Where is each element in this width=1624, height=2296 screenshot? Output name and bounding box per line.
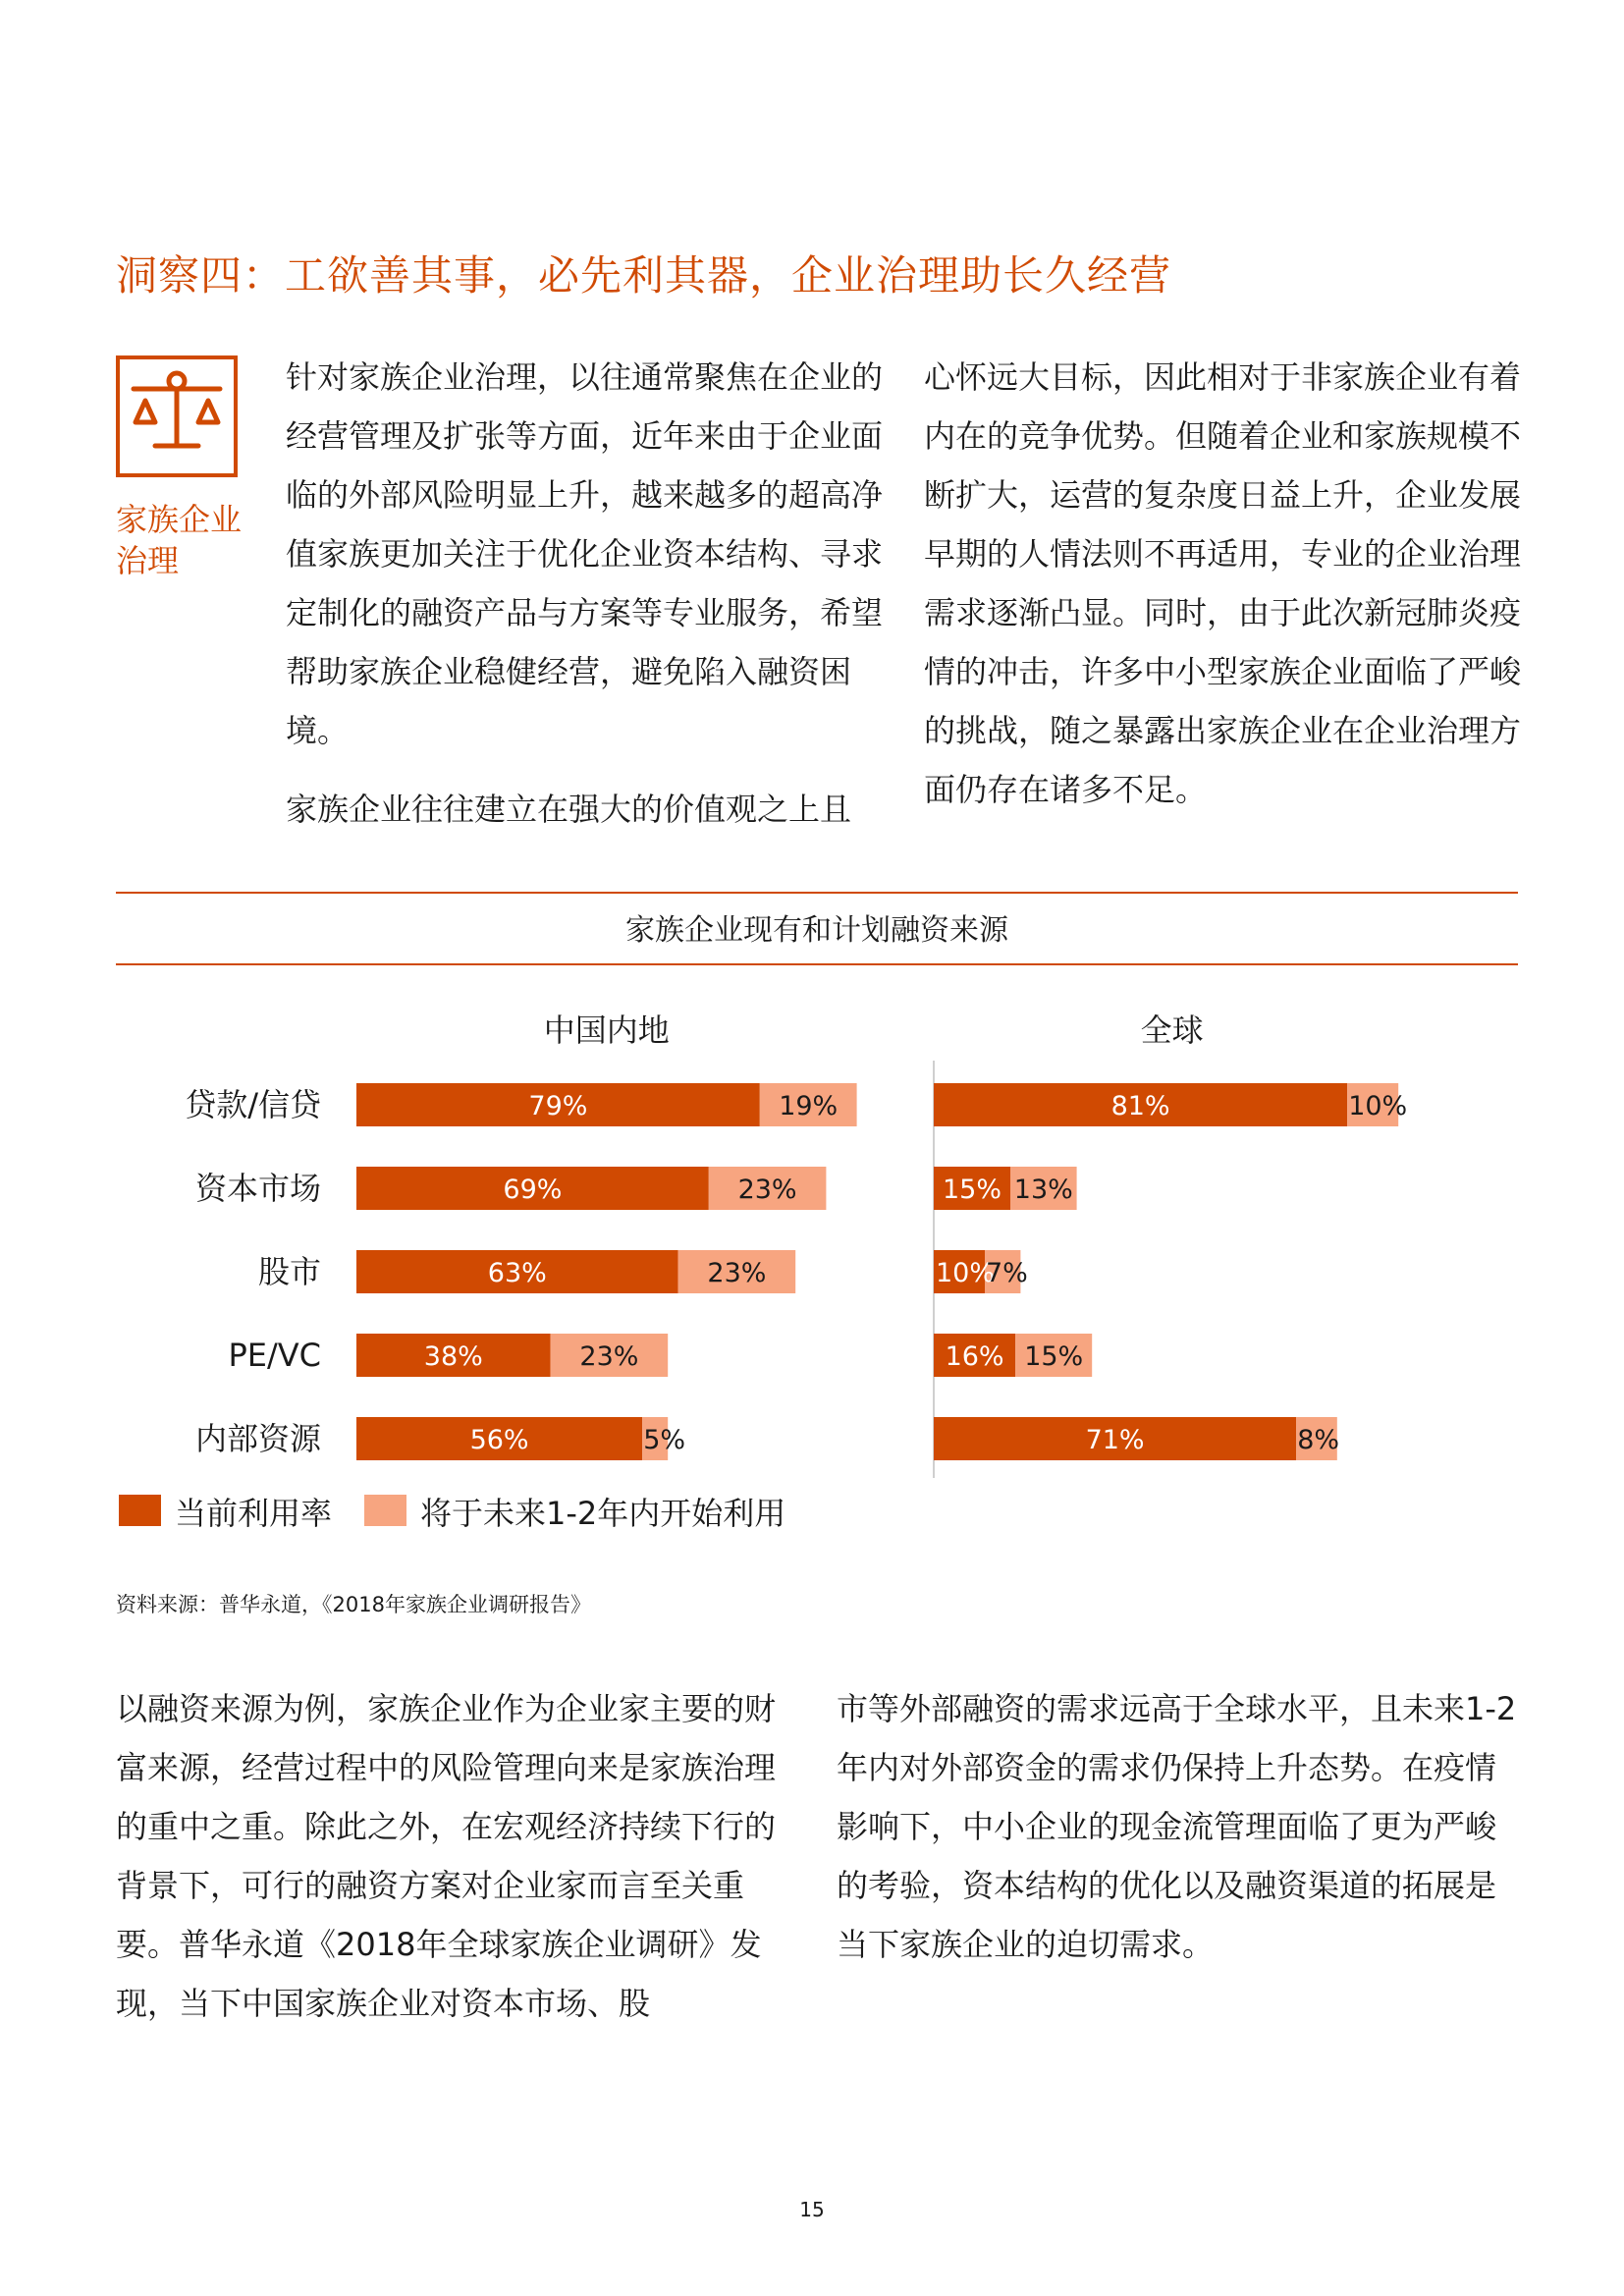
body-column-2: 市等外部融资的需求远高于全球水平，且未来1-2年内对外部资金的需求仍保持上升态势。在疫情影响下，中小企业的现金流管理面临了更为严峻的考验，资本结构的优化以及融资渠道的拓展是当下家族企业的迫切需求。 bbox=[837, 1690, 1517, 1963]
legend-label-planned: 将于未来1-2年内开始利用 bbox=[420, 1495, 786, 1532]
data-label-planned: 23% bbox=[707, 1258, 767, 1288]
chart-title: 家族企业现有和计划融资来源 bbox=[625, 913, 1008, 948]
data-label-planned: 23% bbox=[737, 1175, 797, 1205]
scale-icon bbox=[116, 355, 238, 477]
data-label-current: 63% bbox=[487, 1258, 547, 1288]
intro-column-2 bbox=[924, 348, 1525, 819]
data-label-planned: 7% bbox=[986, 1258, 1028, 1288]
data-label-current: 16% bbox=[945, 1341, 1004, 1372]
panel-title: 中国内地 bbox=[543, 1011, 670, 1049]
scale-icon-graphic bbox=[120, 359, 234, 473]
page-number: 15 bbox=[799, 2198, 825, 2221]
data-label-planned: 15% bbox=[1024, 1341, 1084, 1372]
data-label-current: 56% bbox=[469, 1425, 529, 1455]
data-label-planned: 8% bbox=[1297, 1425, 1340, 1455]
legend-swatch-current bbox=[119, 1495, 161, 1526]
legend-swatch-planned bbox=[364, 1495, 406, 1526]
data-label-current: 81% bbox=[1110, 1091, 1170, 1121]
data-label-planned: 19% bbox=[779, 1091, 839, 1121]
source-note: 资料来源：普华永道，《2018年家族企业调研报告》 bbox=[116, 1593, 591, 1616]
data-label-current: 38% bbox=[423, 1341, 483, 1372]
intro-paragraph: 心怀远大目标，因此相对于非家族企业有着内在的竞争优势。但随着企业和家族规模不断扩大，运营的复杂度日益上升，企业发展早期的人情法则不再适用，专业的企业治理需求逐渐凸显。同时，由于此次新冠肺炎疫情的冲击，许多中小型家族企业面临了严峻的挑战，随之暴露出家族企业在企业治理方面仍存在诸多不足。 bbox=[924, 358, 1522, 808]
data-label-current: 10% bbox=[936, 1258, 996, 1288]
category-label: 内部资源 bbox=[194, 1420, 321, 1457]
data-label-current: 71% bbox=[1085, 1425, 1145, 1455]
data-label-planned: 5% bbox=[643, 1425, 686, 1455]
data-label-current: 69% bbox=[503, 1175, 563, 1205]
data-label-current: 79% bbox=[528, 1091, 588, 1121]
category-label: 股市 bbox=[257, 1253, 321, 1290]
chart-title-rule bbox=[116, 963, 1518, 965]
legend-label-current: 当前利用率 bbox=[175, 1495, 333, 1532]
chart-top-rule bbox=[116, 892, 1518, 894]
category-label: PE/VC bbox=[228, 1337, 321, 1374]
body-column-1: 以融资来源为例，家族企业作为企业家主要的财富来源，经营过程中的风险管理向来是家族治理的重中之重。除此之外，在宏观经济持续下行的背景下，可行的融资方案对企业家而言至关重要。普华永道《2018年全球家族企业调研》发现，当下中国家族企业对资本市场、股 bbox=[116, 1690, 777, 2022]
intro-paragraph: 家族企业往往建立在强大的价值观之上且 bbox=[286, 791, 852, 828]
data-label-planned: 13% bbox=[1013, 1175, 1073, 1205]
intro-column-1 bbox=[286, 348, 887, 839]
financing-sources-chart bbox=[0, 992, 1624, 1561]
panel-title: 全球 bbox=[1140, 1011, 1204, 1049]
data-label-planned: 10% bbox=[1348, 1091, 1408, 1121]
icon-label: 家族企业治理 bbox=[116, 501, 243, 579]
intro-paragraph: 针对家族企业治理，以往通常聚焦在企业的经营管理及扩张等方面，近年来由于企业面临的外部风险明显上升，越来越多的超高净值家族更加关注于优化企业资本结构、寻求定制化的融资产品与方案等专业服务，希望帮助家族企业稳健经营，避免陷入融资困境。 bbox=[286, 358, 884, 749]
category-label: 贷款/信贷 bbox=[185, 1086, 321, 1123]
data-label-current: 15% bbox=[942, 1175, 1002, 1205]
section-heading: 洞察四：工欲善其事，必先利其器，企业治理助长久经营 bbox=[116, 251, 1172, 300]
category-label: 资本市场 bbox=[194, 1170, 321, 1207]
data-label-planned: 23% bbox=[579, 1341, 639, 1372]
